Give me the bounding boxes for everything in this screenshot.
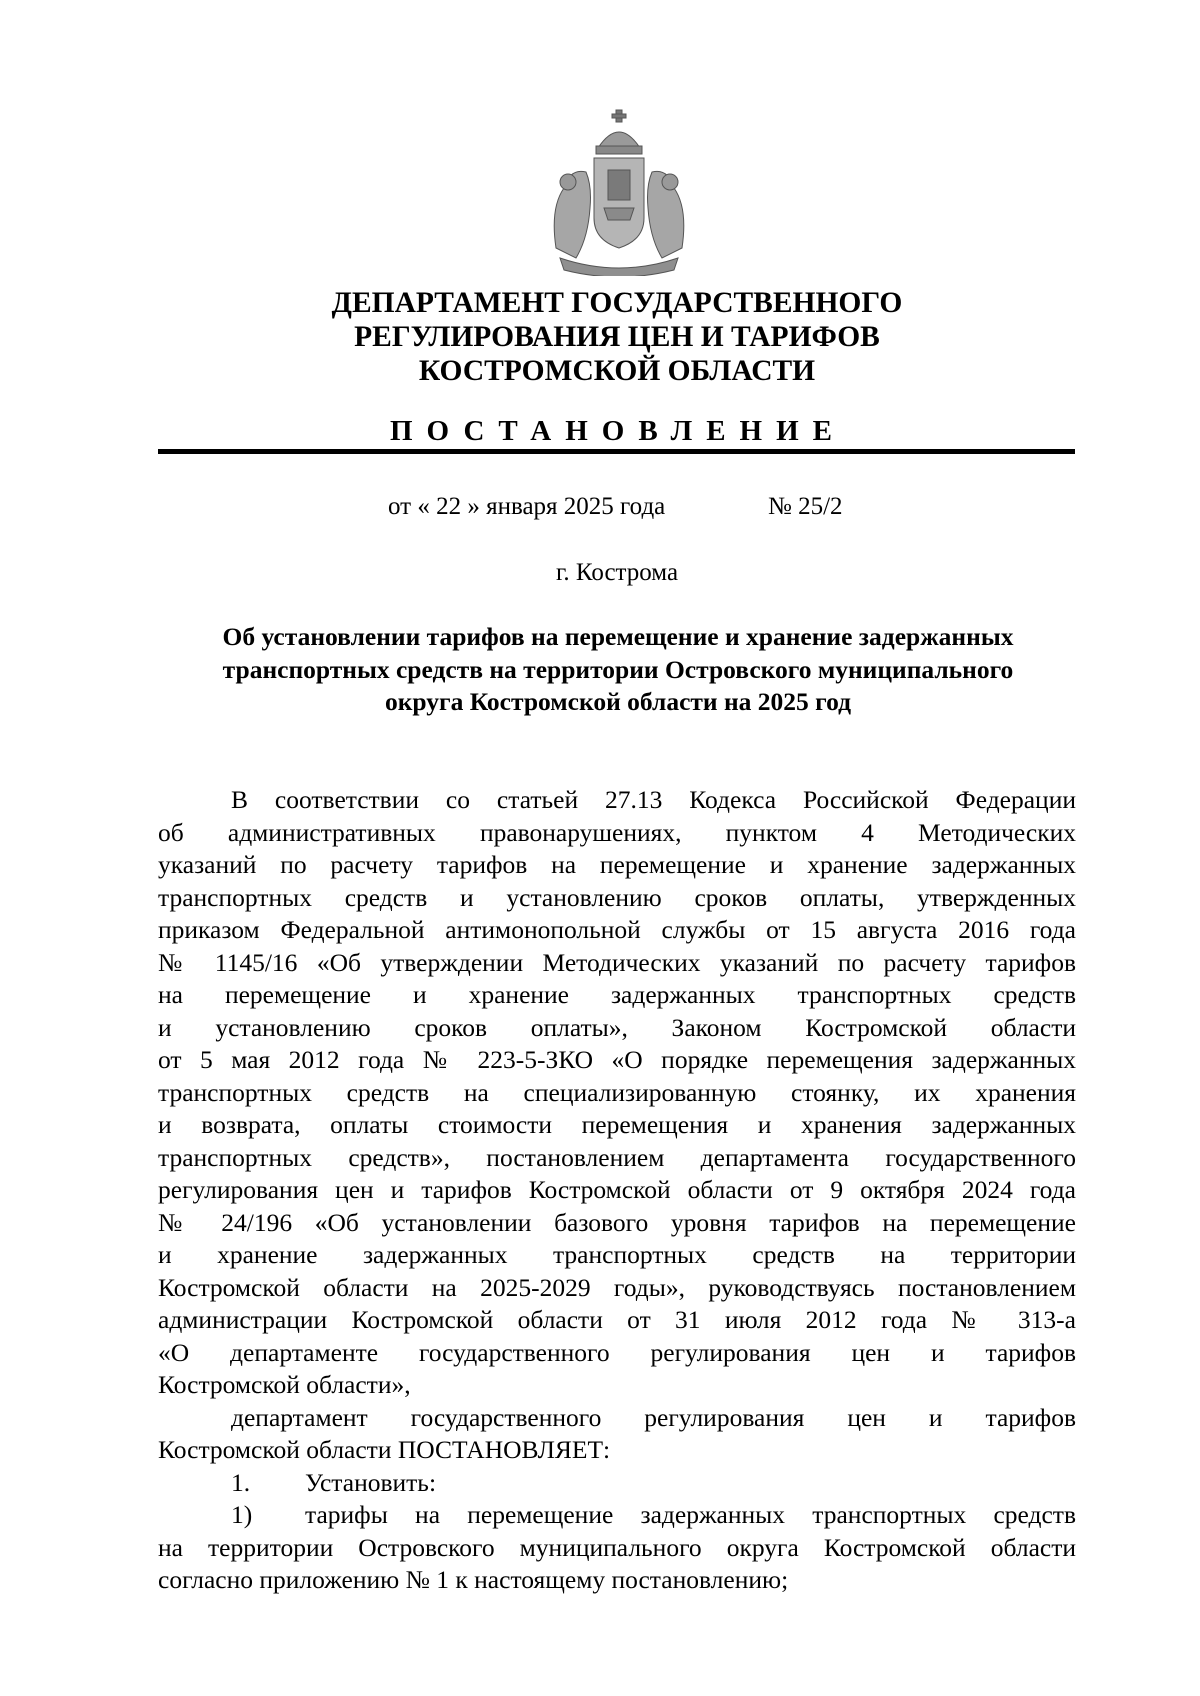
subclause-line: согласно приложению № 1 к настоящему постановлению;: [158, 1565, 789, 1594]
document-type: ПОСТАНОВЛЕНИЕ: [389, 415, 846, 447]
clause-number: 1.: [231, 1467, 251, 1497]
subclause-line: на территории Островского муниципального округа Костромской области: [158, 1532, 1076, 1562]
preamble-line: от 5 мая 2012 года № 223-5-ЗКО «О порядке перемещения задержанных: [158, 1045, 1076, 1074]
title-line: округа Костромской области на 2025 год: [384, 687, 852, 716]
coat-of-arms-emblem: [546, 108, 692, 276]
preamble-line: транспортных средств», постановлением департамента государственного: [158, 1142, 1076, 1172]
document-title: [0, 621, 1200, 719]
document-date: от « 22 » января 2025 года: [388, 493, 666, 520]
preamble-line: указаний по расчету тарифов на перемещение и хранение задержанных: [158, 850, 1076, 879]
title-line: транспортных средств на территории Островского муниципального: [222, 654, 1014, 684]
preamble-line: на перемещение и хранение задержанных транспортных средств: [158, 980, 1076, 1009]
preamble-line: Костромской области»,: [158, 1370, 411, 1399]
header-divider: [158, 449, 1075, 454]
document-body: [158, 784, 1076, 1597]
department-line: КОСТРОМСКОЙ ОБЛАСТИ: [418, 355, 816, 387]
preamble-line: № 24/196 «Об установлении базового уровня тарифов на перемещение: [158, 1207, 1076, 1237]
document-city: г. Кострома: [555, 559, 679, 586]
preamble-line: транспортных средств на специализированную стоянку, их хранения: [158, 1077, 1076, 1107]
title-line: Об установлении тарифов на перемещение и хранение задержанных: [222, 622, 1014, 651]
preamble-line: В соответствии со статьей 27.13 Кодекса Российской Федерации: [231, 785, 1076, 814]
subclause-1: [158, 1499, 1076, 1532]
preamble-line: об административных правонарушениях, пунктом 4 Методических: [158, 817, 1076, 847]
preamble-line: и возврата, оплаты стоимости перемещения и хранения задержанных: [158, 1110, 1076, 1139]
department-line: РЕГУЛИРОВАНИЯ ЦЕН И ТАРИФОВ: [354, 321, 880, 353]
preamble-line: «О департаменте государственного регулирования цен и тарифов: [158, 1337, 1076, 1367]
preamble-line: и хранение задержанных транспортных средств на территории: [158, 1240, 1076, 1269]
preamble-line: Костромской области на 2025-2029 годы», руководствуясь постановлением: [158, 1272, 1076, 1302]
preamble-line: приказом Федеральной антимонопольной службы от 15 августа 2016 года: [158, 915, 1076, 944]
preamble-line: № 1145/16 «Об утверждении Методических указаний по расчету тарифов: [158, 947, 1076, 977]
clause-1: [158, 1467, 1076, 1500]
document-number: № 25/2: [768, 493, 843, 520]
subclause-line: тарифы на перемещение задержанных транспортных средств: [305, 1500, 1076, 1529]
clause-text: Установить:: [305, 1467, 437, 1497]
department-line: ДЕПАРТАМЕНТ ГОСУДАРСТВЕННОГО: [331, 287, 903, 319]
preamble-line: регулирования цен и тарифов Костромской области от 9 октября 2024 года: [158, 1175, 1076, 1204]
department-name: [0, 286, 1200, 388]
resolve-line: департамент государственного регулирования цен и тарифов: [231, 1402, 1076, 1432]
preamble-line: администрации Костромской области от 31 июля 2012 года № 313-а: [158, 1305, 1076, 1334]
preamble-line: транспортных средств и установлению сроков оплаты, утвержденных: [158, 882, 1076, 912]
preamble-line: и установлению сроков оплаты», Законом Костромской области: [158, 1012, 1076, 1042]
subclause-number: 1): [231, 1500, 253, 1529]
resolve-line: Костромской области ПОСТАНОВЛЯЕТ:: [158, 1435, 611, 1464]
